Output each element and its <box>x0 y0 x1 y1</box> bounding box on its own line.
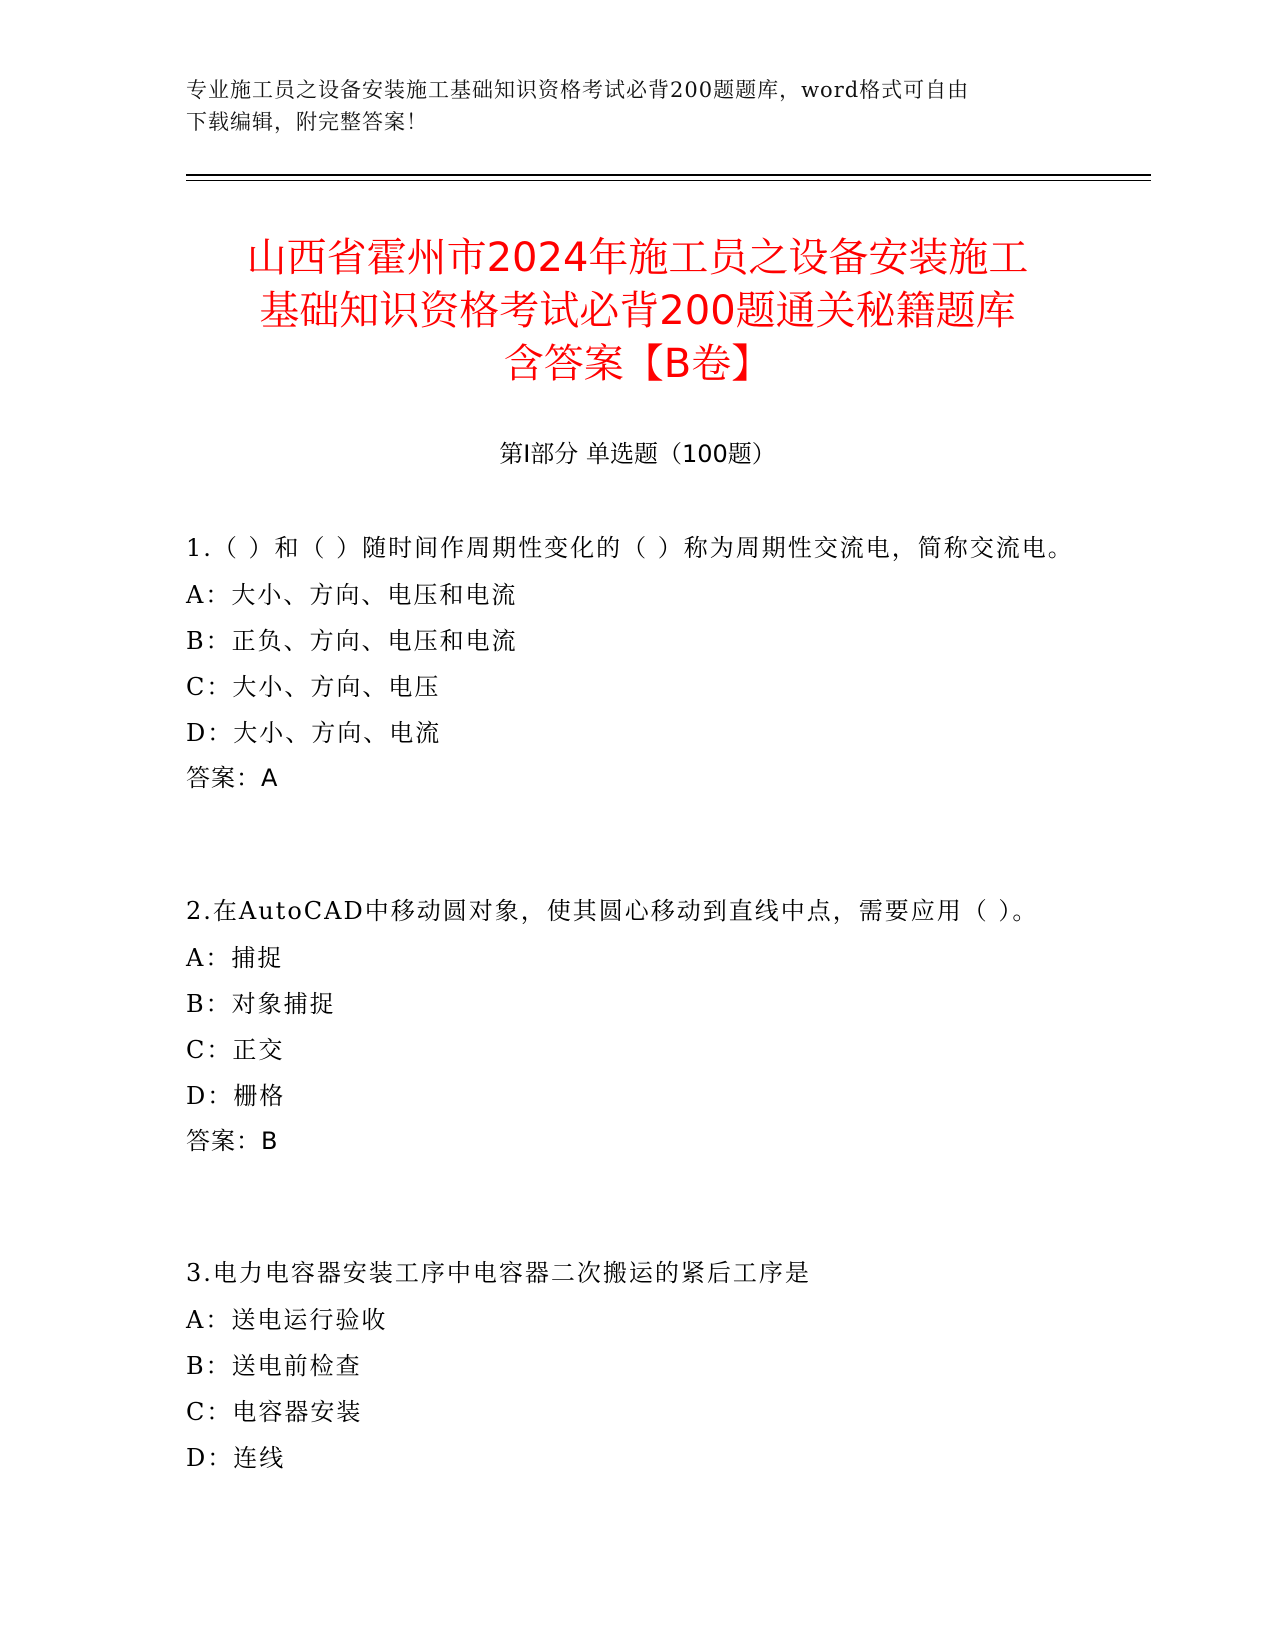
header-line-2: 下载编辑，附完整答案！ <box>186 110 428 134</box>
header-divider-thin <box>186 180 1151 181</box>
document-title <box>150 232 1125 391</box>
title-line-2: 基础知识资格考试必背200题通关秘籍题库 <box>259 288 1016 334</box>
option-c: C：大小、方向、电压 <box>186 673 441 701</box>
option-d: D：大小、方向、电流 <box>186 719 442 747</box>
option-c: C：正交 <box>186 1036 285 1064</box>
option-c: C：电容器安装 <box>186 1398 363 1426</box>
option-a: A：送电运行验收 <box>186 1306 388 1334</box>
question-2 <box>186 888 1076 1163</box>
option-a: A：大小、方向、电压和电流 <box>186 581 518 609</box>
header-divider-thick <box>186 174 1151 176</box>
question-stem: 1.（ ）和（ ）随时间作周期性变化的（ ）称为周期性交流电，简称交流电。 <box>186 534 1074 562</box>
header-line-1: 专业施工员之设备安装施工基础知识资格考试必背200题题库，word格式可自由 <box>186 78 970 102</box>
option-d: D：连线 <box>186 1444 286 1472</box>
section-heading: 第I部分 单选题（100题） <box>499 440 776 468</box>
title-line-1: 山西省霍州市2024年施工员之设备安装施工 <box>246 235 1029 281</box>
title-line-3: 含答案【B卷】 <box>503 341 772 387</box>
answer: 答案：A <box>186 764 279 792</box>
option-d: D：栅格 <box>186 1082 286 1110</box>
question-stem: 2.在AutoCAD中移动圆对象，使其圆心移动到直线中点，需要应用（ ）。 <box>186 897 1039 925</box>
document-header <box>186 74 1066 138</box>
option-b: B：送电前检查 <box>186 1352 362 1380</box>
option-b: B：对象捕捉 <box>186 990 336 1018</box>
question-stem: 3.电力电容器安装工序中电容器二次搬运的紧后工序是 <box>186 1259 811 1287</box>
option-a: A：捕捉 <box>186 944 284 972</box>
question-1 <box>186 525 1076 800</box>
question-3 <box>186 1250 1076 1481</box>
answer: 答案：B <box>186 1127 279 1155</box>
option-b: B：正负、方向、电压和电流 <box>186 627 518 655</box>
